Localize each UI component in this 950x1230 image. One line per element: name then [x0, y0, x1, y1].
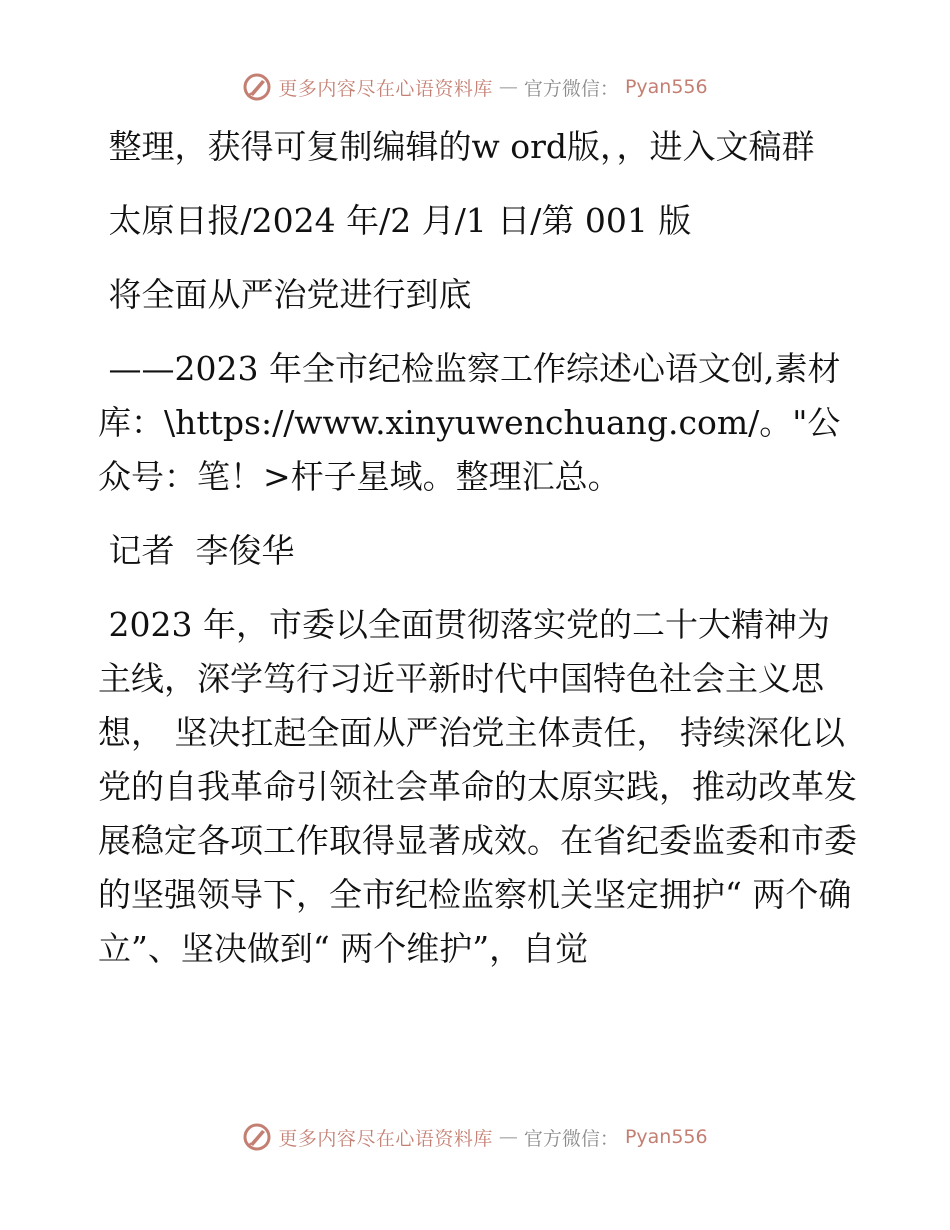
watermark-wechat-id: Pyan556 — [624, 1126, 708, 1148]
body-paragraph: 2023 年，市委以全面贯彻落实党的二十大精神为主线，深学笃行习近平新时代中国特色社会主义思想， 坚决扛起全面从严治党主体责任， 持续深化以党的自我革命引领社会革命的太原实践，推动改革发展稳定各项工作取得显著成效。在省纪委监委和市委的坚强领导下，全市纪检监察机关坚定拥护“ 两个确立”、坚决做到“ 两个维护”，自觉 — [98, 605, 857, 968]
article-subheadline: ——2023 年全市纪检监察工作综述心语文创,素材库：\https://www.xinyuwenchuang.com/。"公众号：笔！>杆子星域。整理汇总。 — [98, 349, 841, 496]
header-watermark — [0, 72, 950, 102]
intro-paragraph: 整理，获得可复制编辑的w ord版，，进入文稿群 — [98, 127, 815, 166]
document-body — [98, 120, 858, 996]
watermark-title: 更多内容尽在心语资料库 — [278, 1127, 493, 1150]
watermark-separator: — — [498, 76, 518, 98]
quill-pen-logo-icon — [242, 72, 272, 102]
source-line: 太原日报/2024 年/2 月/1 日/第 001 版 — [98, 201, 692, 240]
byline: 记者 李俊华 — [98, 531, 295, 570]
footer-watermark — [0, 1122, 950, 1152]
article-headline: 将全面从严治党进行到底 — [98, 275, 472, 314]
watermark-wechat-id: Pyan556 — [624, 76, 708, 98]
watermark-label: 官方微信： — [523, 77, 619, 100]
watermark-separator: — — [498, 1126, 518, 1148]
watermark-title: 更多内容尽在心语资料库 — [278, 77, 493, 100]
quill-pen-logo-icon — [242, 1122, 272, 1152]
watermark-label: 官方微信： — [523, 1127, 619, 1150]
